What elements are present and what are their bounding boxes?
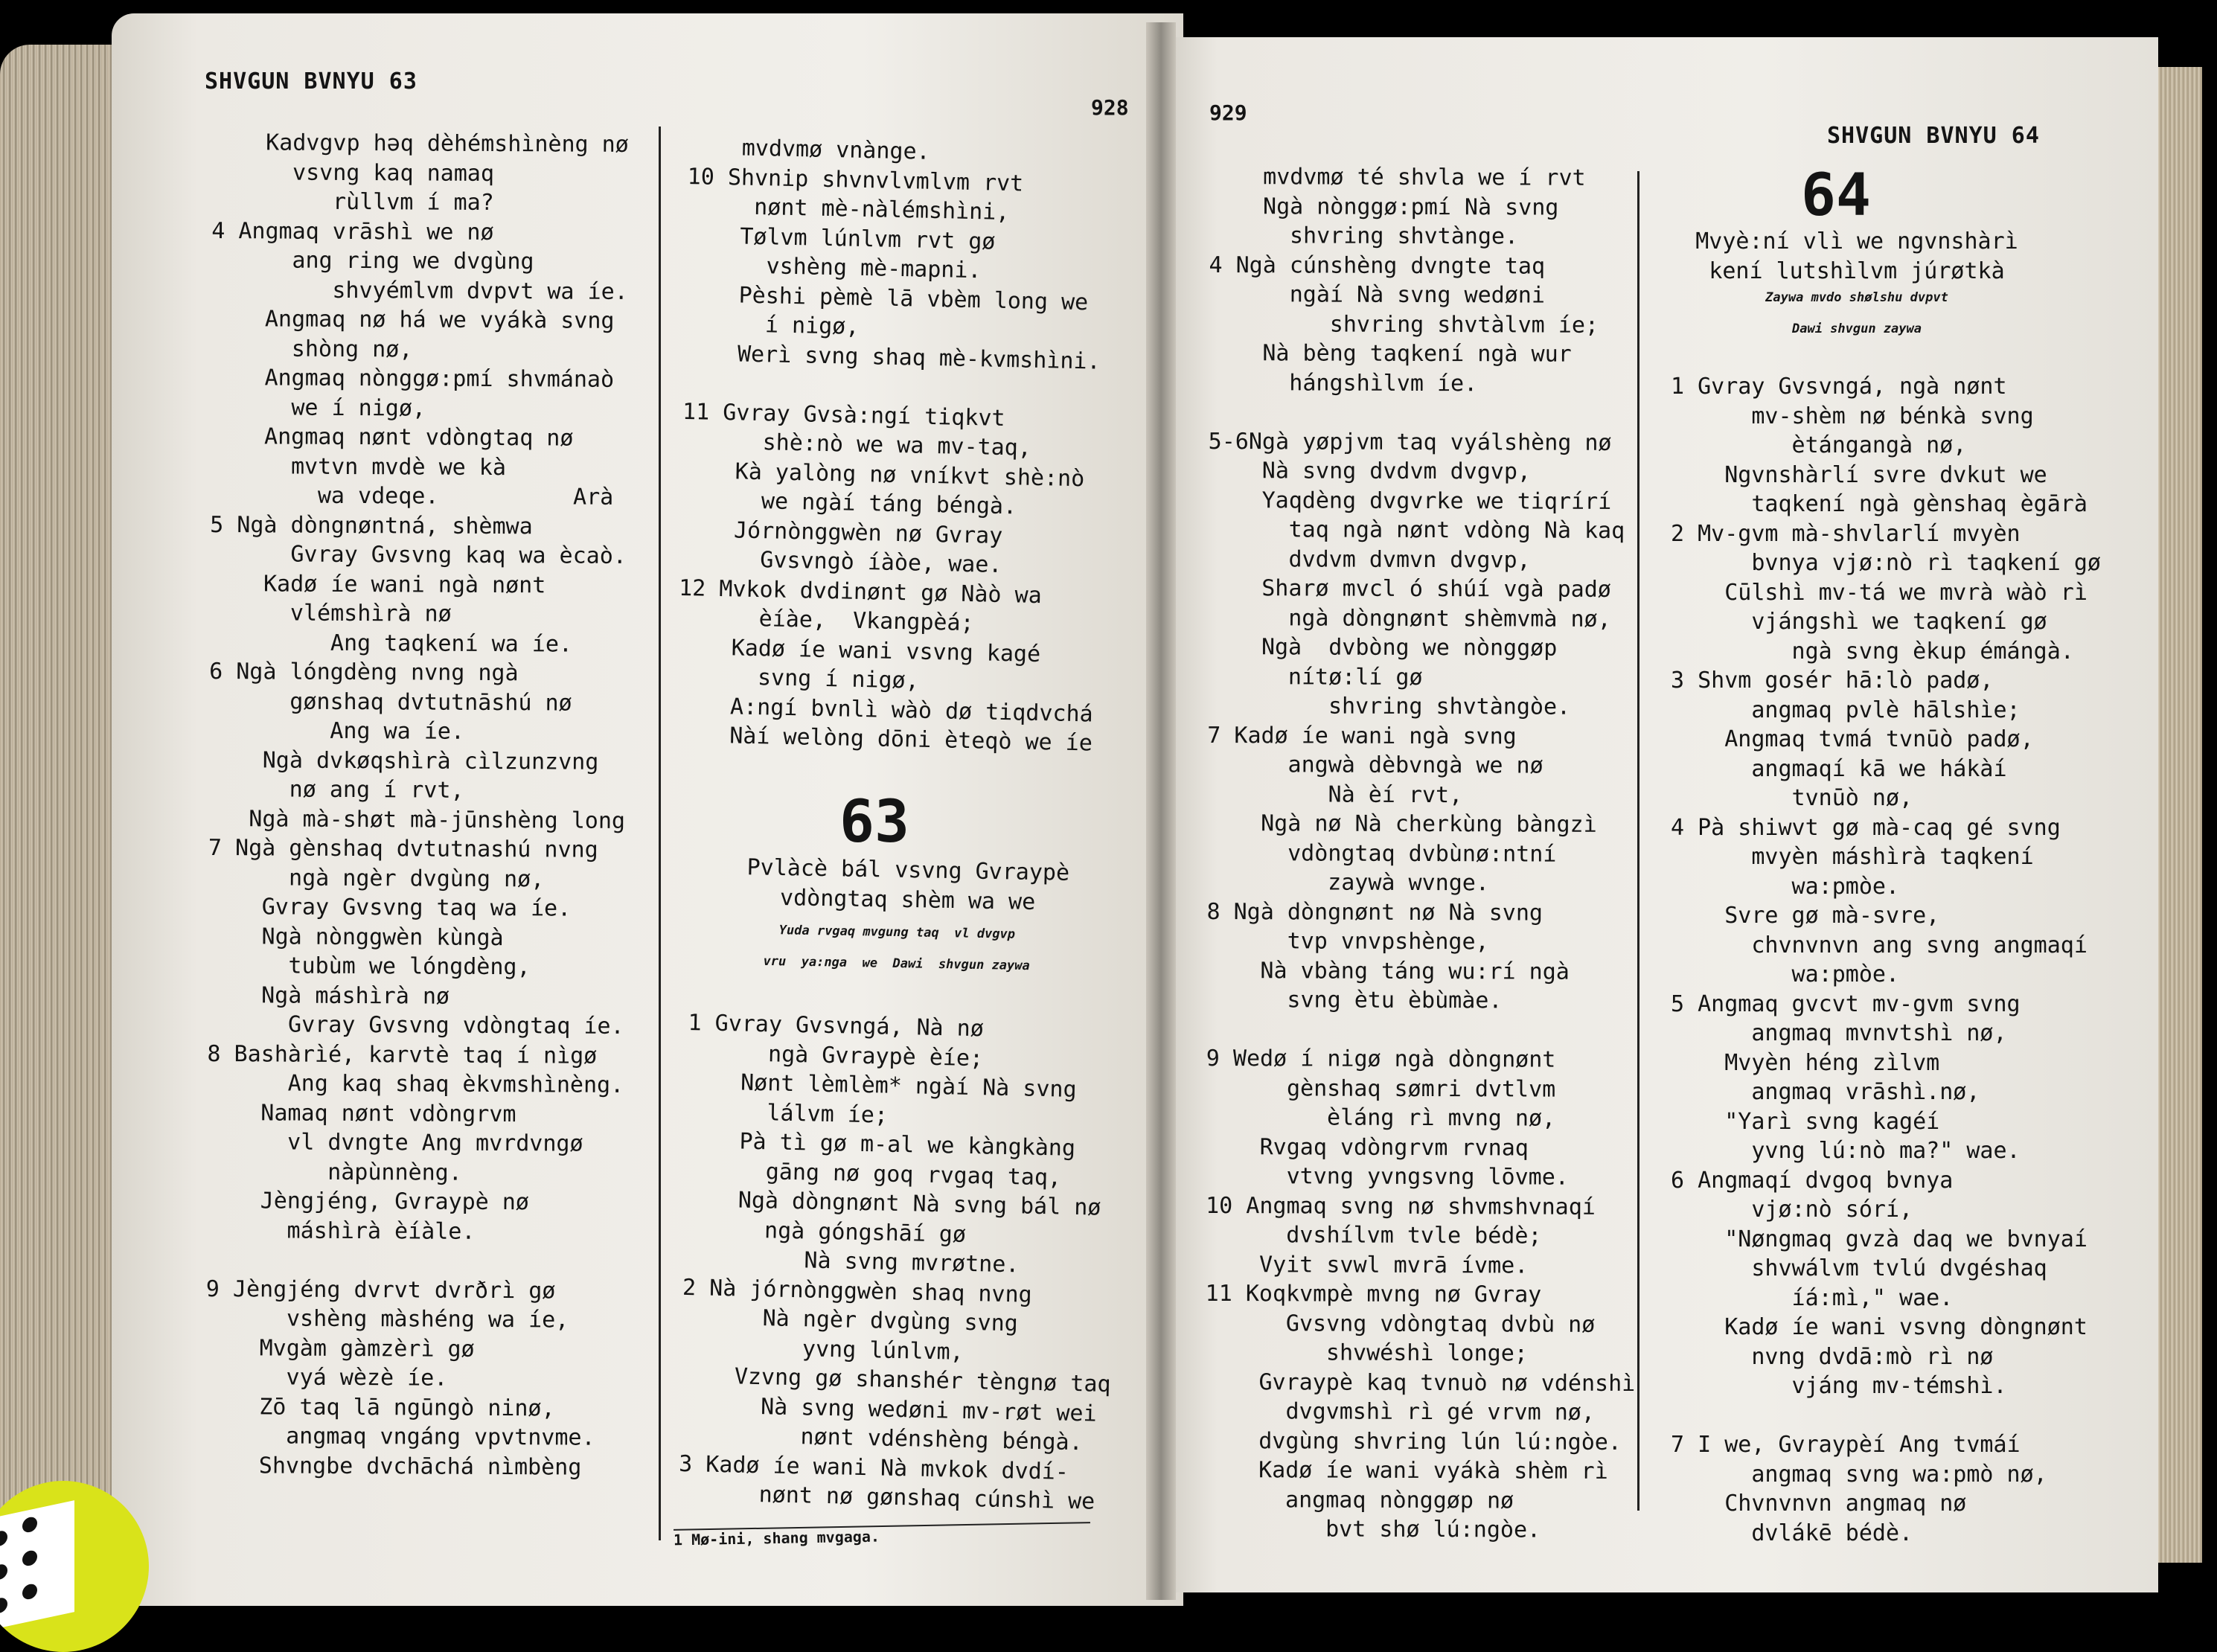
text-line: nønt nø gønshaq cúnshì we <box>677 1479 1095 1515</box>
text-line: shòng nø, <box>211 335 413 362</box>
text-line: Kadø íe wani vsvng kagé <box>677 633 1041 667</box>
psalm-63-subtitle: Yuda rvgaq mvgung taq vl dvgvp vru ya:nga we Dawi shvgun zaywa <box>763 923 1030 974</box>
text-line: Angmaq nònggø:pmí shvmánaò <box>211 364 615 393</box>
text-line: zaywà wvnge. <box>1206 868 1489 897</box>
text-line: 7 Kadø íe wani ngà svng <box>1207 722 1517 749</box>
text-line: Cūlshì mv-tá we mvrà wàò rì <box>1671 579 2088 606</box>
psalm-64-number: 64 <box>1801 162 1871 229</box>
text-line: Tølvm lúnlvm rvt gø <box>685 222 996 255</box>
text-line: Kadø íe wani ngà nønt <box>209 570 546 598</box>
text-line: svng ètu èbùmàe. <box>1206 986 1503 1014</box>
text-line: nàpùnnèng. <box>206 1158 462 1186</box>
right-running-head: SHVGUN BVNYU 64 <box>1827 123 2040 149</box>
text-line: vdòngtaq dvbùnø:ntní <box>1206 839 1557 868</box>
text-line: íá:mì," wae. <box>1671 1284 1954 1311</box>
text-line: angmaq svng wa:pmò nø, <box>1671 1461 2047 1488</box>
text-line: dvgùng shvring lún lú:ngòe. <box>1204 1427 1622 1456</box>
text-line: dvgvmshì rì gé vrvm nø, <box>1205 1398 1595 1426</box>
text-line: máshìrà èíàle. <box>206 1217 476 1245</box>
dice-dot <box>0 1596 7 1614</box>
text-line: Nàí welòng dōni èteqò we íe <box>675 721 1093 757</box>
text-line: 4 Angmaq vrāshì we nø <box>211 217 494 246</box>
text-line: we ngàí táng béngà. <box>680 486 1017 520</box>
text-line: mvyèn máshìrà taqkení <box>1671 844 2034 870</box>
text-line: Gvsvngò íàòe, wae. <box>679 545 1002 578</box>
text-line: shè:nò we wa mv-taq, <box>681 427 1032 461</box>
book-gutter <box>1146 22 1176 1600</box>
text-line: Pà tì gø m-al we kàngkàng <box>685 1127 1076 1162</box>
text-line: 7 I we, Gvraypèí Ang tvmáí <box>1671 1432 2021 1458</box>
text-line: angmaq mvnvtshì nø, <box>1671 1020 2007 1046</box>
text-line: ètángangà nø, <box>1671 432 1967 458</box>
text-line: 5-6Ngà yøpjvm taq vyálshèng nø <box>1208 428 1612 456</box>
text-line: 3 Shvm gosér hā:lò padø, <box>1671 667 1994 694</box>
text-line: wa:pmòe. <box>1671 961 1900 987</box>
psalm-63-title: Pvlàcè bál vsvng Gvraypè vdòngtaq shèm wa we <box>746 854 1070 915</box>
text-line: Ngà máshìrà nø <box>207 982 450 1010</box>
text-line: Angmaq tvmá tvnūò padø, <box>1671 726 2034 752</box>
text-line: vlémshìrà nø <box>209 599 452 627</box>
text-line: 4 Ngà cúnshèng dvngte taq <box>1209 252 1546 280</box>
text-line: nønt vdénshèng béngà. <box>679 1421 1084 1456</box>
text-line: chvnvnvn ang svng angmaqí <box>1671 932 2088 958</box>
text-line: Gvray Gvsvng kaq wa ècaò. <box>209 540 627 569</box>
text-line: vyá wèzè íe. <box>205 1363 448 1392</box>
text-line: nítø:lí gø <box>1207 663 1423 691</box>
text-line: taq ngà nønt vdòng Nà kaq <box>1208 516 1625 544</box>
text-line: vshèng màshéng wa íe, <box>205 1304 569 1334</box>
text-line: Mvgàm gàmzèrì gø <box>205 1334 475 1363</box>
text-line: dvshílvm tvle bédè; <box>1205 1221 1542 1249</box>
text-line: bvt shø lú:ngòe. <box>1204 1515 1541 1543</box>
text-line: í nigø, <box>684 310 860 340</box>
text-line: shvring shvtàlvm íe; <box>1209 310 1599 339</box>
text-line: mv-shèm nø bénkà svng <box>1671 403 2034 429</box>
text-line: ngà svng èkup émángà. <box>1671 638 2074 665</box>
text-line: bvnya vjø:nò rì taqkení gø <box>1671 550 2101 576</box>
book-page-edges-left <box>0 45 127 1592</box>
text-line: we í nigø, <box>210 394 426 422</box>
text-line: 8 Bashàrìé, karvtè taq í nìgø <box>207 1040 598 1069</box>
dice-face <box>0 1500 74 1633</box>
text-line: nvng dvdā:mò rì nø <box>1671 1343 1994 1370</box>
dice-dot <box>22 1549 37 1567</box>
left-running-head: SHVGUN BVNYU 63 <box>205 68 418 95</box>
text-line: Gvsvng vdòngtaq dvbù nø <box>1205 1310 1596 1338</box>
text-line: rùllvm í ma? <box>211 188 494 216</box>
left-column-1 <box>205 128 628 1482</box>
text-line: Jórnònggwèn nø Gvray <box>679 516 1003 549</box>
text-line: Gvray Gvsvng vdòngtaq íe. <box>207 1011 624 1040</box>
text-line: 10 Shvnip shvnvlvmlvm rvt <box>687 163 1024 196</box>
psalm-64-title: Mvyè:ní vlì we ngvnshàrì kení lutshìlvm júrøtkà <box>1695 228 2018 284</box>
text-line: Ngvnshàrlí svre dvkut we <box>1671 461 2047 488</box>
text-line: Nà vbàng táng wu:rí ngà <box>1206 957 1570 985</box>
text-line: Ngà nø Nà cherkùng bàngzì <box>1206 810 1597 838</box>
text-line: ngà góngshāí gø <box>683 1215 967 1248</box>
text-line: vl dvngte Ang mvrdvngø <box>206 1128 583 1157</box>
text-line: mvdvmø vnànge. <box>688 133 930 165</box>
text-line: 5 Ngà dòngnøntná, shèmwa <box>210 511 533 540</box>
text-line: shvring shvtàngòe. <box>1207 692 1571 720</box>
text-line: Ang kaq shaq èkvmshìnèng. <box>207 1069 624 1098</box>
text-line: 8 Ngà dòngnønt nø Nà svng <box>1206 898 1543 926</box>
text-line: gènshaq sømri dvtlvm <box>1206 1075 1556 1103</box>
text-line: 3 Kadø íe wani Nà mvkok dvdí- <box>678 1450 1069 1485</box>
text-line: vjø:nò sórí, <box>1671 1197 1913 1223</box>
text-line: Mvyèn héng zìlvm <box>1671 1049 1940 1076</box>
text-line: Ngà mà-shøt mà-jūnshèng long <box>208 805 626 834</box>
text-line: Shvngbe dvchāchá nìmbèng <box>205 1452 582 1481</box>
text-line: mvdvmø té shvla we í rvt <box>1209 163 1586 191</box>
text-line: Gvraypè kaq tvnuò nø vdénshì <box>1205 1368 1636 1397</box>
text-line: taqkení ngà gènshaq ègārà <box>1671 491 2088 517</box>
text-line: 11 Koqkvmpè mvng nø Gvray <box>1205 1280 1542 1308</box>
text-line: Ngà nònggwèn kùngà <box>208 923 504 951</box>
text-line: Zō taq lā ngūngò ninø, <box>205 1393 555 1421</box>
text-line: 7 Ngà gènshaq dvtutnashú nvng <box>208 834 598 863</box>
text-line: ngà dòngnønt shèmvmà nø, <box>1207 604 1611 633</box>
text-line: wa vdeqe. Arà <box>210 481 614 510</box>
text-line: Nà svng wedøni mv-røt wei <box>679 1392 1098 1427</box>
text-line: Angmaq nø há we vyákà svng <box>211 305 615 334</box>
text-line: shvring shvtànge. <box>1209 222 1519 250</box>
right-column-2 <box>1671 372 2101 1548</box>
text-line: 10 Angmaq svng nø shvmshvnaqí <box>1206 1192 1596 1220</box>
text-line: angmaqí kā we hákàí <box>1671 755 2007 782</box>
text-line: shvwéshì longe; <box>1205 1339 1528 1367</box>
text-line: 6 Ngà lóngdèng nvng ngà <box>209 658 519 687</box>
text-line: Kà yalòng nø vníkvt shè:nò <box>681 457 1085 492</box>
text-line: angmaq nònggøp nø <box>1204 1486 1514 1514</box>
right-column-rule <box>1637 171 1639 1511</box>
text-line: Nà svng dvdvm dvgvp, <box>1208 457 1532 485</box>
text-line: Kadø íe wani vsvng dòngnønt <box>1671 1314 2088 1340</box>
right-column-1 <box>1205 162 1639 1546</box>
text-line: 9 Jèngjéng dvrvt dvrðrì gø <box>205 1275 556 1304</box>
text-line: Ngà dòngnønt Nà svng bál nø <box>684 1185 1101 1221</box>
text-line: Rvgaq vdòngrvm rvnaq <box>1206 1133 1529 1162</box>
text-line: "Yarì svng kagéí <box>1671 1108 1940 1135</box>
text-line <box>1206 1014 1637 1046</box>
text-line: Chvnvnvn angmaq nø <box>1671 1491 1967 1517</box>
dice-dot <box>0 1563 7 1581</box>
text-line: ngà Gvraypè èíe; <box>687 1039 984 1072</box>
text-line: vshèng mè-mapni. <box>685 251 982 284</box>
text-line: 1 Gvray Gvsvngá, ngà nønt <box>1671 374 2007 400</box>
text-line: wa:pmòe. <box>1671 873 1900 900</box>
text-line: Vyit svwl mvrā ívme. <box>1205 1251 1529 1279</box>
text-line: tvp vnvpshènge, <box>1206 927 1489 955</box>
text-line: "Nøngmaq gvzà daq we bvnyaí <box>1671 1226 2088 1252</box>
text-line: gāng nø goq rvgaq taq, <box>685 1156 1062 1191</box>
text-line: vtvng yvngsvng lōvme. <box>1206 1162 1569 1191</box>
dice-dot <box>22 1583 37 1601</box>
left-page-number: 928 <box>1091 95 1129 120</box>
text-line: 2 Nà jórnònggwèn shaq nvng <box>682 1274 1033 1308</box>
text-line: Yaqdèng dvgvrke we tiqrírí <box>1208 487 1612 515</box>
text-line: Ngà nònggø:pmí Nà svng <box>1209 193 1559 221</box>
text-line: 11 Gvray Gvsà:ngí tiqkvt <box>682 398 1005 432</box>
text-line: èíàe, Vkangpèá; <box>677 604 974 637</box>
text-line: shvyémlvm dvpvt wa íe. <box>211 276 628 305</box>
text-line: Ang taqkení wa íe. <box>209 629 573 658</box>
text-line: Nønt lèmlèm* ngàí Nà svng <box>686 1068 1077 1103</box>
text-line: Kadvgvp həq dèhémshìnèng nø <box>211 129 629 158</box>
text-line: Kadø íe wani vyákà shèm rì <box>1204 1456 1608 1485</box>
text-line: angmaq pvlè hālshìe; <box>1671 697 2021 723</box>
text-line: A:ngí bvnlì wàò dø tiqdvchá <box>676 692 1094 728</box>
footnote: 1 Mø-ini, shang mvgaga. <box>673 1527 880 1549</box>
text-line: nø ang í rvt, <box>208 775 464 804</box>
text-line: Nà bèng taqkení ngà wur <box>1209 339 1572 368</box>
text-line: lálvm íe; <box>685 1098 889 1129</box>
text-line: ang ring we dvgùng <box>211 246 534 275</box>
left-column-2-top <box>676 132 1105 758</box>
text-line: Ngà dvkøqshìrà cìlzunzvng <box>208 746 599 775</box>
left-column-2-bottom <box>678 1008 1119 1517</box>
text-line: angmaq vrāshì.nø, <box>1671 1079 1980 1105</box>
text-line: 4 Pà shiwvt gø mà-caq gé svng <box>1671 814 2061 841</box>
text-line: svng í nigø, <box>676 662 920 694</box>
text-line: dvlákē bédè. <box>1671 1520 1913 1546</box>
text-line: nønt mè-nàlémshìni, <box>686 192 1010 226</box>
text-line: gønshaq dvtutnāshú nø <box>208 688 572 717</box>
dice-dot <box>22 1516 37 1534</box>
text-line <box>1209 397 1639 429</box>
text-line: Ang wa íe. <box>208 717 465 745</box>
text-line: yvng lúnlvm, <box>681 1333 964 1366</box>
text-line: 9 Wedø í nigø ngà dòngnønt <box>1206 1045 1556 1073</box>
text-line: dvdvm dvmvn dvgvp, <box>1208 545 1531 574</box>
text-line: vjángshì we taqkení gø <box>1671 609 2047 635</box>
text-line: Svre gø mà-svre, <box>1671 903 1940 929</box>
text-line: Nà svng mvrøtne. <box>682 1244 1020 1278</box>
text-line: hángshìlvm íe. <box>1208 369 1478 397</box>
text-line: angwà dèbvngà we nø <box>1207 751 1543 779</box>
text-line <box>206 1245 623 1276</box>
text-line: shvwálvm tvlú dvgéshaq <box>1671 1255 2047 1281</box>
text-line: ngà ngèr dvgùng nø, <box>208 864 545 892</box>
text-line: yvng lú:nò ma?" wae. <box>1671 1138 2021 1164</box>
text-line: vjáng mv-témshì. <box>1671 1373 2007 1399</box>
dice-dot <box>0 1529 7 1547</box>
text-line: Jèngjéng, Gvraypè nø <box>206 1187 530 1216</box>
text-line: Namaq nønt vdòngrvm <box>206 1099 516 1127</box>
text-line: Nà èí rvt, <box>1206 781 1463 808</box>
text-line: vsvng kaq namaq <box>211 159 495 187</box>
text-line: èláng rì mvng nø, <box>1206 1104 1556 1132</box>
text-line: ngàí Nà svng wedøni <box>1209 281 1545 309</box>
text-line: Werì svng shaq mè-kvmshìni. <box>683 339 1101 375</box>
left-column-rule <box>659 127 661 1540</box>
right-page-number: 929 <box>1209 100 1247 125</box>
psalm-64-subtitle: Zaywa mvdo shølshu dvpvt Dawi shvgun zaywa <box>1765 290 1948 336</box>
text-line: Ngà dvbòng we nònggøp <box>1207 633 1558 662</box>
text-line: 5 Angmaq gvcvt mv-gvm svng <box>1671 990 2021 1017</box>
text-line <box>1671 1401 2101 1431</box>
text-line: tvnūò nø, <box>1671 785 1913 811</box>
text-line: Nà ngèr dvgùng svng <box>681 1303 1019 1337</box>
text-line: Gvray Gvsvng taq wa íe. <box>208 893 572 922</box>
text-line: tubùm we lóngdèng, <box>208 952 531 981</box>
text-line: mvtvn mvdè we kà <box>210 452 507 481</box>
text-line: 6 Angmaqí dvgoq bvnya <box>1671 1167 1954 1194</box>
text-line: 12 Mvkok dvdinønt gø Nàò wa <box>678 574 1043 609</box>
text-line: angmaq vngáng vpvtnvme. <box>205 1422 595 1451</box>
psalm-63-number: 63 <box>839 789 909 856</box>
text-line: 1 Gvray Gvsvngá, Nà nø <box>688 1009 985 1043</box>
text-line: 2 Mv-gvm mà-shvlarlí mvyèn <box>1671 520 2021 547</box>
text-line: Vzvng gø shanshér tèngnø taq <box>680 1362 1111 1398</box>
text-line: Pèshi pèmè lā vbèm long we <box>685 281 1089 316</box>
text-line: Sharø mvcl ó shúí vgà padø <box>1207 574 1611 603</box>
text-line: Angmaq nønt vdòngtaq nø <box>210 423 574 452</box>
